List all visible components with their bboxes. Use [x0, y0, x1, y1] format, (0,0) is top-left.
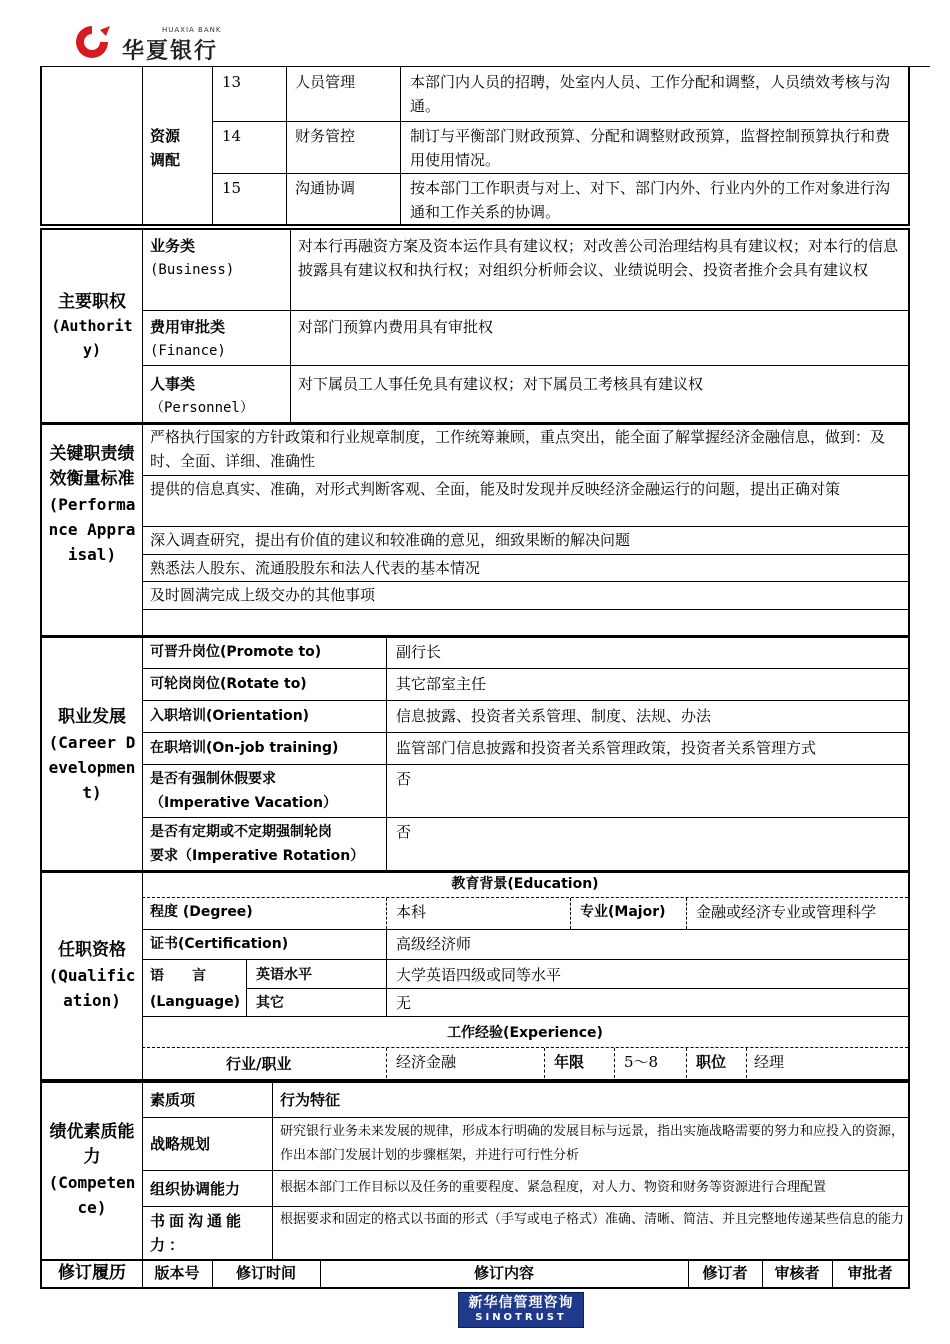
revision-col: 审核者 — [774, 1264, 820, 1282]
degree-label: 程度 (Degree) — [150, 904, 253, 920]
competence-desc: 根据要求和固定的格式以书面的形式（手写或电子格式）准确、清晰、简洁、并且完整地传递某些信息的能力 — [280, 1212, 905, 1227]
resource-desc: 按本部门工作职责与对上、对下、部门内外、行业内外的工作对象进行沟通和工作关系的协调。 — [410, 179, 891, 221]
competence-item: 战略规划 — [150, 1135, 211, 1153]
competence-item: 书面沟通能力： — [150, 1212, 246, 1254]
revision-col: 修订者 — [702, 1264, 748, 1282]
other-value: 无 — [396, 994, 412, 1012]
resource-desc: 本部门内人员的招聘，处室内人员、工作分配和调整，人员绩效考核与沟通。 — [410, 73, 891, 115]
resource-no: 15 — [222, 179, 242, 197]
revision-title: 修订履历 — [58, 1263, 126, 1283]
sinotrust-logo — [458, 1292, 584, 1328]
performance-item: 及时圆满完成上级交办的其他事项 — [150, 586, 376, 604]
industry-label: 行业/职业 — [226, 1055, 292, 1073]
revision-col: 审批者 — [847, 1264, 893, 1282]
performance-title: 关键职责绩效衡量标准 (Performance Appraisal) — [48, 444, 136, 564]
bank-name-en: HUAXIA BANK — [162, 26, 222, 34]
career-value: 其它部室主任 — [396, 675, 487, 693]
career-label: 入职培训(Orientation) — [150, 708, 310, 724]
bank-logo — [70, 22, 250, 64]
career-value: 否 — [396, 770, 412, 788]
career-label: 是否有定期或不定期强制轮岗 要求（Imperative Rotation） — [150, 824, 365, 864]
revision-col: 修订时间 — [235, 1264, 296, 1282]
bank-logo-icon — [70, 22, 114, 62]
resource-group-label: 资源调配 — [150, 127, 181, 169]
revision-col: 修订内容 — [473, 1264, 534, 1282]
cert-label: 证书(Certification) — [150, 936, 289, 952]
career-label: 可晋升岗位(Promote to) — [150, 644, 322, 660]
authority-cat: 费用审批类 (Finance) — [150, 318, 226, 359]
revision-col: 版本号 — [154, 1264, 200, 1282]
career-label: 可轮岗岗位(Rotate to) — [150, 676, 307, 692]
resource-item: 沟通协调 — [295, 179, 356, 197]
qualification-title: 任职资格 (Qualification) — [48, 940, 136, 1010]
resource-item: 人员管理 — [295, 73, 356, 91]
competence-col1: 素质项 — [150, 1091, 196, 1109]
competence-item: 组织协调能力 — [150, 1180, 241, 1198]
degree-value: 本科 — [396, 903, 427, 921]
career-value: 否 — [396, 823, 412, 841]
competence-desc: 根据本部门工作目标以及任务的重要程度、紧急程度，对人力、物资和财务等资源进行合理配置 — [280, 1180, 827, 1195]
authority-cat: 业务类 (Business) — [150, 237, 235, 278]
position-label: 职位 — [696, 1053, 727, 1071]
sinotrust-cn: 新华信管理咨询 — [468, 1295, 574, 1311]
competence-col2: 行为特征 — [280, 1091, 341, 1109]
performance-item: 提供的信息真实、准确，对形式判断客观、全面，能及时发现并反映经济金融运行的问题，提出正确对策 — [150, 480, 841, 498]
years-value: 5～8 — [624, 1053, 659, 1071]
authority-cat: 人事类 （Personnel） — [150, 375, 254, 416]
other-label: 其它 — [256, 995, 284, 1011]
authority-desc: 对部门预算内费用具有审批权 — [298, 318, 494, 336]
industry-value: 经济金融 — [396, 1053, 457, 1071]
career-label: 在职培训(On-job training) — [150, 740, 339, 756]
performance-item: 熟悉法人股东、流通股股东和法人代表的基本情况 — [150, 559, 481, 577]
career-title: 职业发展 (Career Development) — [48, 707, 136, 802]
career-value: 监管部门信息披露和投资者关系管理政策，投资者关系管理方式 — [396, 739, 817, 757]
career-label: 是否有强制休假要求 （Imperative Vacation） — [150, 771, 337, 811]
authority-title: 主要职权 (Authority) — [51, 292, 133, 359]
resource-item: 财务管控 — [295, 127, 356, 145]
cert-value: 高级经济师 — [396, 935, 472, 953]
performance-item: 严格执行国家的方针政策和行业规章制度，工作统筹兼顾，重点突出，能全面了解掌握经济金融信息，做到：及时、全面、详细、准确性 — [150, 428, 886, 470]
resource-desc: 制订与平衡部门财政预算、分配和调整财政预算，监督控制预算执行和费用使用情况。 — [410, 127, 891, 169]
english-value: 大学英语四级或同等水平 — [396, 966, 562, 984]
english-label: 英语水平 — [256, 967, 312, 983]
major-label: 专业(Major) — [580, 904, 666, 920]
sinotrust-en: SINOTRUST — [475, 1312, 567, 1323]
exp-header: 工作经验(Experience) — [447, 1025, 603, 1041]
career-value: 信息披露、投资者关系管理、制度、法规、办法 — [396, 707, 712, 725]
edu-header: 教育背景(Education) — [451, 876, 599, 892]
career-value: 副行长 — [396, 643, 442, 661]
competence-desc: 研究银行业务未来发展的规律，形成本行明确的发展目标与远景，指出实施战略需要的努力和应投入的资源，作出本部门发展计划的步骤框架，并进行可行性分析 — [280, 1124, 905, 1163]
competence-title: 绩优素质能 力 (Competence) — [48, 1122, 169, 1217]
resource-no: 13 — [222, 73, 242, 91]
major-value: 金融或经济专业或管理科学 — [696, 903, 877, 921]
language-label: 语 言 (Language) — [150, 968, 241, 1010]
bank-name-cn: 华夏银行 — [122, 39, 219, 64]
performance-item: 深入调查研究，提出有价值的建议和较准确的意见，细致果断的解决问题 — [150, 531, 631, 549]
years-label: 年限 — [554, 1053, 585, 1071]
resource-no: 14 — [222, 127, 242, 145]
authority-desc: 对下属员工人事任免具有建议权；对下属员工考核具有建议权 — [298, 375, 704, 393]
position-value: 经理 — [754, 1053, 785, 1071]
authority-desc: 对本行再融资方案及资本运作具有建议权；对改善公司治理结构具有建议权；对本行的信息披露具有建议权和执行权；对组织分析师会议、业绩说明会、投资者推介会具有建议权 — [298, 237, 899, 279]
